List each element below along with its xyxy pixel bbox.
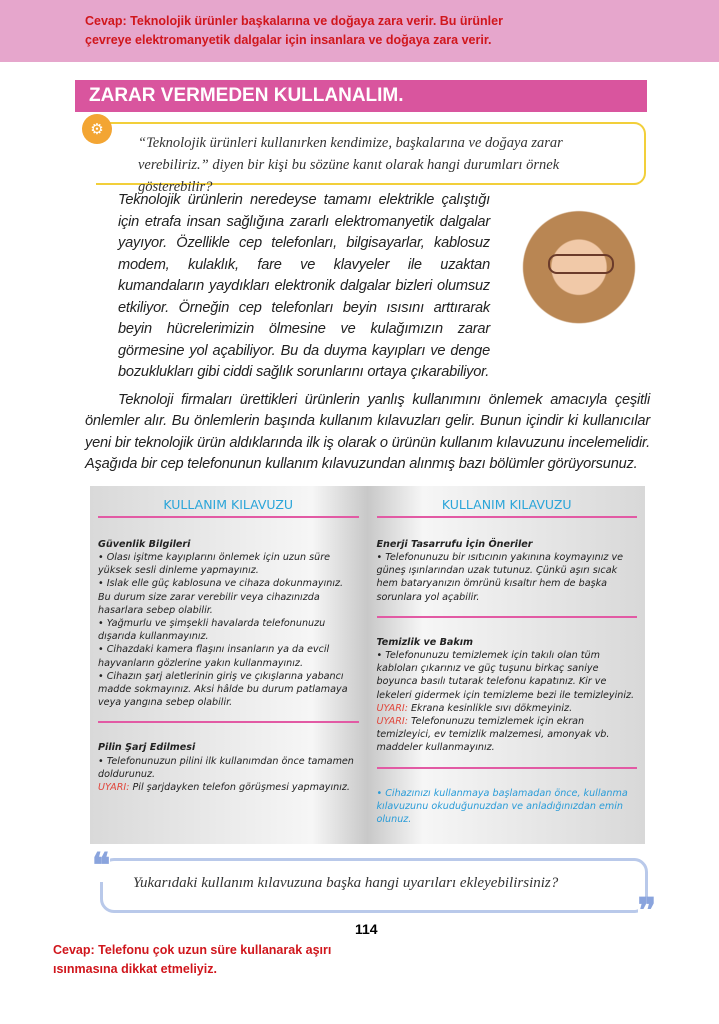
list-item: • Islak elle güç kablosuna ve cihaza dokunmayınız. Bu durum size zarar verebilir veya cihazınızda hasarlara sebep olabilir. — [98, 578, 344, 616]
manual-right-page — [377, 494, 638, 832]
list-item: • Telefonunuzu bir ısıtıcının yakınına koymayınız ve güneş ışınlarından uzak tutunuz. Çünkü aşırı sıcak hem bataryanızın ömrünü kısaltır hem de başka sorunlara yol açabilir. — [376, 551, 624, 603]
page-number: 114 — [355, 920, 378, 937]
warning — [98, 781, 359, 794]
question-box: “Teknolojik ürünleri kullanırken kendimize, başkalarına ve doğaya zarar verebiliriz.” diyen bir kişi bu sözüne kanıt olarak hangi durumları örnek gösterebilir? — [96, 122, 646, 185]
list-item: • Telefonunuzu temizlemek için takılı olan tüm kabloları çıkarınız ve güç tuşunu birkaç saniye boyunca basılı tutarak telefonu kapatınız. Kir ve lekeleri gidermek için temizleme bezi ile temizleyiniz. — [376, 649, 635, 701]
answer-line: çevreye elektromanyetik dalgalar için insanlara ve doğaya zara verir. — [85, 33, 492, 47]
warning-text: Telefonunuzu temizlemek için ekran temizleyici, ev temizlik malzemesi, amonyak vb. maddeler kullanmayınız. — [376, 715, 610, 754]
list-item: • Cihazın şarj aletlerinin giriş ve çıkışlarına yabancı madde sokmayınız. Aksi hâlde bu durum patlamaya veya yangına sebep olabilir. — [98, 670, 348, 709]
warning-label: UYARI: — [98, 781, 130, 793]
manual-title: KULLANIM KILAVUZU — [98, 494, 359, 518]
answer-banner — [0, 0, 719, 62]
answer-line: Cevap: Teknolojik ürünler başkalarına ve doğaya zara verir. Bu ürünler — [85, 14, 503, 28]
open-quote-icon: ❝ — [92, 847, 111, 885]
divider — [377, 616, 638, 618]
divider — [98, 721, 359, 723]
answer-line: ısınmasına dikkat etmeliyiz. — [53, 961, 217, 976]
warning-text: Ekrana kesinlikle sıvı dökmeyiniz. — [407, 702, 573, 714]
answer-text — [85, 12, 503, 50]
warning-text: Pil şarjdayken telefon görüşmesi yapmayınız. — [129, 781, 350, 793]
page-footer — [0, 919, 719, 989]
paragraph-2: Teknoloji firmaları ürettikleri ürünlerin yanlış kullanımını önlemek amacıyla çeşitli önlemler alır. Bu önlemlerin başında kullanım kılavuzları gelir. Bunun içindir ki kullanıcılar yeni bir teknolojik ürün aldıklarında ilk iş olarak o ürünün kullanım kılavuzunu incelemelidir. Aşağıda bir cep telefonunun kullanım kılavuzundan alınmış bazı bölümler görüyorsunuz. — [85, 391, 650, 472]
warning — [377, 702, 638, 715]
safety-title: Güvenlik Bilgileri — [98, 538, 191, 550]
final-note: • Cihazınızı kullanmaya başlamadan önce, kullanma kılavuzunu okuduğunuzdan ve anladığınızdan emin olunuz. — [376, 787, 628, 825]
list-item: • Olası işitme kayıplarını önlemek için uzun süre yüksek sesli dinleme yapmayınız. — [98, 551, 331, 577]
battery-title: Pilin Şarj Edilmesi — [98, 742, 196, 754]
divider — [377, 767, 638, 769]
manual-left-page — [98, 494, 359, 832]
close-quote-icon: ❞ — [637, 892, 656, 930]
user-manual-image — [90, 486, 645, 844]
list-item: • Cihazdaki kamera flaşını insanların ya da evcil hayvanların gözlerine yakın kullanmayınız. — [98, 644, 330, 669]
answer-line: Cevap: Telefonu çok uzun süre kullanarak aşırı — [53, 942, 332, 957]
section-heading: ZARAR VERMEDEN KULLANALIM. — [75, 80, 647, 112]
list-item: • Yağmurlu ve şimşekli havalarda telefonunuzu dışarıda kullanmayınız. — [98, 617, 326, 643]
warning-label: UYARI: — [376, 715, 408, 727]
content-flow — [0, 190, 719, 989]
bottom-answer — [53, 941, 331, 979]
manual-title: KULLANIM KILAVUZU — [377, 494, 638, 518]
clean-title: Temizlik ve Bakım — [376, 636, 474, 648]
thinking-head-icon: ⚙ — [82, 114, 112, 144]
energy-title: Enerji Tasarrufu İçin Öneriler — [376, 538, 533, 550]
warning-label: UYARI: — [376, 702, 408, 714]
list-item: • Telefonunuzun pilini ilk kullanımdan önce tamamen doldurunuz. — [98, 755, 354, 780]
bottom-question: Yukarıdaki kullanım kılavuzuna başka hangi uyarıları ekleyebilirsiniz? — [100, 858, 648, 913]
warning — [377, 715, 638, 755]
paragraph-1: Teknolojik ürünlerin neredeyse tamamı elektrikle çalıştığı için etrafa insan sağlığına zararlı elektromanyetik dalgalar yayıyor. Özellikle cep telefonları, bilgisayarlar, kablosuz modem, kulaklık, fare ve klavyeler ile uzaktan kumandaların yaydıkları elektronik dalgalar bizleri olumsuz etkiliyor. Örneğin cep telefonları beyin ısısını arttırarak beyin hücrelerimizin ölmesine ve kulağımızın zarar görmesine yol açabiliyor. Bu da duyma kayıpları ve denge bozuklukları gibi ciddi sağlık sorunlarını ortaya çıkarabiliyor. — [118, 192, 490, 380]
